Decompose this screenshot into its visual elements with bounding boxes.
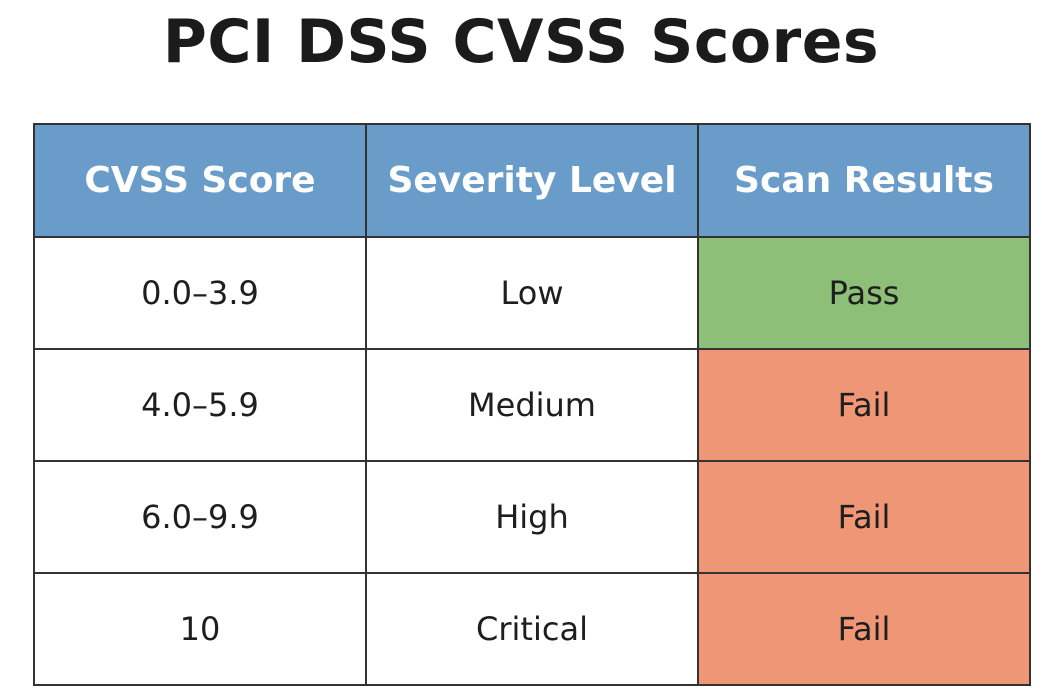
table-header-row: [34, 124, 1030, 237]
severity-level-cell: Medium: [366, 349, 698, 461]
scan-result-cell: Pass: [698, 237, 1030, 349]
cvss-score-cell: 4.0–5.9: [34, 349, 366, 461]
header-cvss-score: CVSS Score: [34, 124, 366, 237]
cvss-score-cell: 0.0–3.9: [34, 237, 366, 349]
header-scan-results: Scan Results: [698, 124, 1030, 237]
severity-level-cell: Critical: [366, 573, 698, 685]
table-row: [34, 237, 1030, 349]
table-row: [34, 349, 1030, 461]
scan-result-cell: Fail: [698, 573, 1030, 685]
table-row: [34, 573, 1030, 685]
severity-level-cell: High: [366, 461, 698, 573]
cvss-scores-table: [33, 123, 1031, 686]
cvss-score-cell: 10: [34, 573, 366, 685]
scan-result-cell: Fail: [698, 349, 1030, 461]
header-severity-level: Severity Level: [366, 124, 698, 237]
severity-level-cell: Low: [366, 237, 698, 349]
scan-result-cell: Fail: [698, 461, 1030, 573]
table-row: [34, 461, 1030, 573]
cvss-score-cell: 6.0–9.9: [34, 461, 366, 573]
page-title: PCI DSS CVSS Scores: [162, 7, 880, 77]
